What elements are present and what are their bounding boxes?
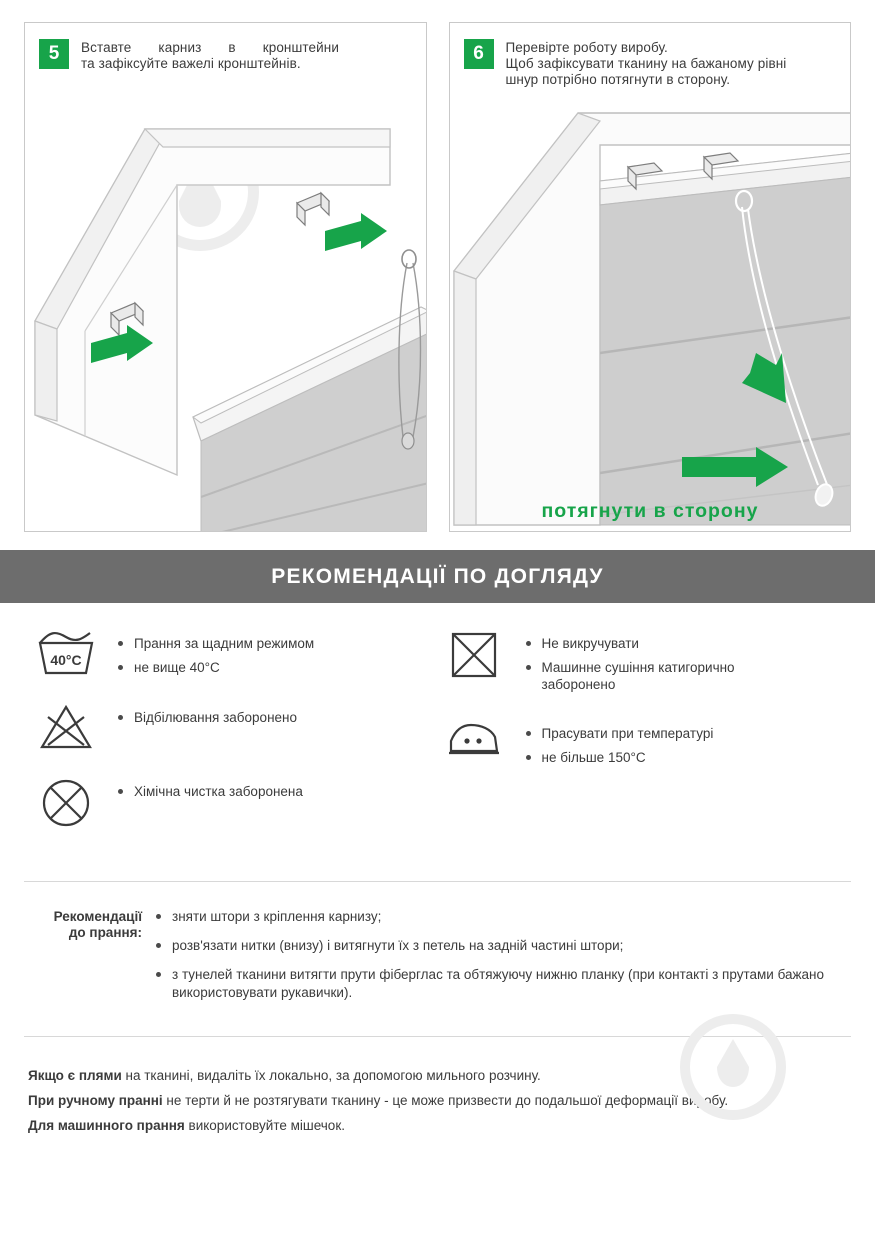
care-text-group	[526, 629, 735, 693]
list-item: зняти штори з кріплення карнизу;	[156, 908, 849, 926]
iron-one-dot-icon	[438, 719, 510, 759]
care-line: Хімічна чистка заборонена	[118, 783, 303, 800]
step-6-pull-caption: потягнути в сторону	[541, 500, 759, 522]
care-line-text: Машинне сушіння катигорично	[541, 660, 735, 675]
wash-recommendations-list	[142, 908, 849, 1002]
step-5-illustration	[25, 85, 426, 531]
care-symbols-section	[0, 603, 875, 871]
care-text-group	[118, 703, 297, 726]
list-item: з тунелей тканини витягти прути фіберглас та обтяжуючу нижню планку (при контакті з прутами бажано використовувати рукавички).	[156, 966, 849, 1002]
wash-tub-40-icon	[30, 629, 102, 677]
footer-note-rest: використовуйте мішечок.	[184, 1118, 345, 1133]
care-subline-text: не більше 150°С	[541, 750, 646, 765]
care-subline-text: не вище 40°С	[134, 660, 220, 675]
footer-note-bold: Для машинного прання	[28, 1118, 185, 1133]
care-line: Прання за щадним режимом	[118, 635, 314, 652]
step-6-text-line2: Щоб зафіксувати тканину на бажаному рівні	[505, 56, 787, 71]
care-subline	[526, 749, 714, 766]
care-line: Прасувати при температурі	[526, 725, 714, 742]
care-banner: РЕКОМЕНДАЦІЇ ПО ДОГЛЯДУ	[0, 550, 875, 603]
care-line	[526, 659, 735, 693]
care-row	[438, 719, 846, 766]
care-row	[438, 629, 846, 693]
watermark-footer	[679, 1013, 787, 1121]
care-row	[30, 777, 438, 829]
step-5-text-line1: Вставте карниз в кронштейни	[81, 40, 339, 55]
step-6-text-line1: Перевірте роботу виробу.	[505, 40, 668, 55]
step-6-text-line3: шнур потрібно потягнути в сторону.	[505, 72, 731, 87]
no-wring-square-icon	[438, 629, 510, 681]
care-text-group	[118, 629, 314, 676]
wash-recommendations-section	[0, 882, 875, 1010]
step-card-5	[24, 22, 427, 532]
wash-title-line1: Рекомендації	[53, 909, 142, 924]
wash-title-line2: до прання:	[68, 925, 142, 940]
care-line-text-cont: заборонено	[541, 677, 616, 692]
step-5-text-line2: та зафіксуйте важелі кронштейнів.	[81, 56, 301, 71]
footer-note-bold: Якщо є плями	[28, 1068, 122, 1083]
step-6-header	[450, 23, 851, 88]
wash-temp-label: 40°C	[50, 652, 82, 668]
care-line: Не викручувати	[526, 635, 735, 652]
step-6-text	[506, 39, 787, 88]
care-column-left	[30, 629, 438, 855]
step-5-text	[81, 39, 339, 72]
no-bleach-triangle-icon	[30, 703, 102, 751]
care-row	[30, 629, 438, 677]
step-5-number: 5	[39, 39, 69, 69]
step-5-drawing	[25, 85, 427, 532]
wash-recommendations-title	[22, 908, 142, 1002]
care-column-right	[438, 629, 846, 855]
step-5-header	[25, 23, 426, 72]
footer-note-rest: не терти й не розтягувати тканину - це може призвести до подальшої деформації виробу.	[162, 1093, 729, 1108]
care-text-group	[526, 719, 714, 766]
care-row	[30, 703, 438, 751]
care-subline	[118, 659, 314, 676]
step-card-6	[449, 22, 852, 532]
steps-section	[0, 0, 875, 532]
care-text-group	[118, 777, 303, 800]
step-6-number: 6	[464, 39, 494, 69]
footer-notes-section	[0, 1037, 875, 1138]
footer-note-rest: на тканині, видаліть їх локально, за допомогою мильного розчину.	[121, 1068, 541, 1083]
no-dry-clean-circle-icon	[30, 777, 102, 829]
footer-note-bold: При ручному пранні	[28, 1093, 163, 1108]
step-6-illustration	[450, 85, 851, 531]
care-line: Відбілювання заборонено	[118, 709, 297, 726]
step-6-drawing	[450, 85, 852, 532]
list-item: розв'язати нитки (внизу) і витягнути їх з петель на задній частині штори;	[156, 937, 849, 955]
